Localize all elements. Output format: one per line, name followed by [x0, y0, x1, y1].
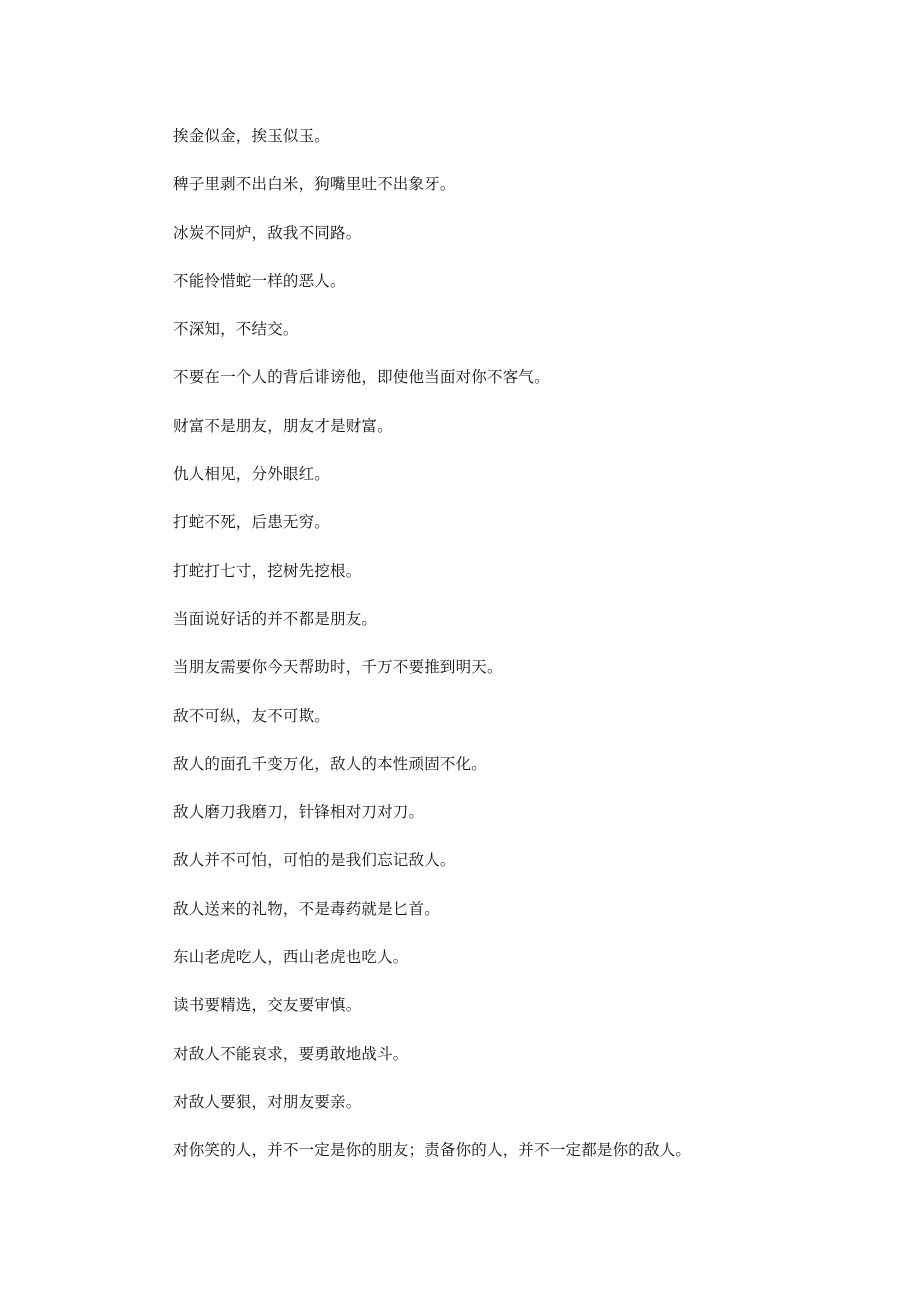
proverb-line: 敌人的面孔千变万化，敌人的本性顽固不化。: [173, 754, 488, 773]
proverb-line: 对你笑的人，并不一定是你的朋友；责备你的人，并不一定都是你的敌人。: [173, 1141, 692, 1160]
proverb-line: 敌人磨刀我磨刀，针锋相对刀对刀。: [173, 803, 425, 822]
proverb-line: 敌人送来的礼物，不是毒药就是匕首。: [173, 899, 440, 918]
proverb-line: 冰炭不同炉，敌我不同路。: [173, 223, 362, 242]
proverb-line: 挨金似金，挨玉似玉。: [173, 127, 331, 145]
proverb-line: 读书要精选，交友要审慎。: [173, 996, 362, 1015]
proverb-line: 不能怜惜蛇一样的恶人。: [173, 271, 346, 290]
proverb-line: 不要在一个人的背后诽谤他，即使他当面对你不客气。: [173, 368, 550, 387]
proverb-line: 当朋友需要你今天帮助时，千万不要推到明天。: [173, 658, 503, 677]
proverb-line: 对敌人不能哀求，要勇敢地战斗。: [173, 1044, 409, 1063]
proverb-line: 稗子里剥不出白米，狗嘴里吐不出象牙。: [173, 175, 456, 194]
proverb-line: 对敌人要狠，对朋友要亲。: [173, 1092, 362, 1111]
proverb-line: 仇人相见，分外眼红。: [173, 465, 331, 484]
proverb-line: 东山老虎吃人，西山老虎也吃人。: [173, 948, 409, 967]
proverb-list: [173, 124, 873, 1187]
proverb-line: 财富不是朋友，朋友才是财富。: [173, 416, 393, 435]
proverb-line: 打蛇打七寸，挖树先挖根。: [173, 561, 362, 580]
proverb-line: 打蛇不死，后患无穷。: [173, 513, 331, 532]
proverb-line: 敌不可纵，友不可欺。: [173, 706, 331, 725]
proverb-line: 敌人并不可怕，可怕的是我们忘记敌人。: [173, 851, 456, 870]
proverb-line: 当面说好话的并不都是朋友。: [173, 609, 378, 628]
proverb-line: 不深知，不结交。: [173, 320, 299, 339]
